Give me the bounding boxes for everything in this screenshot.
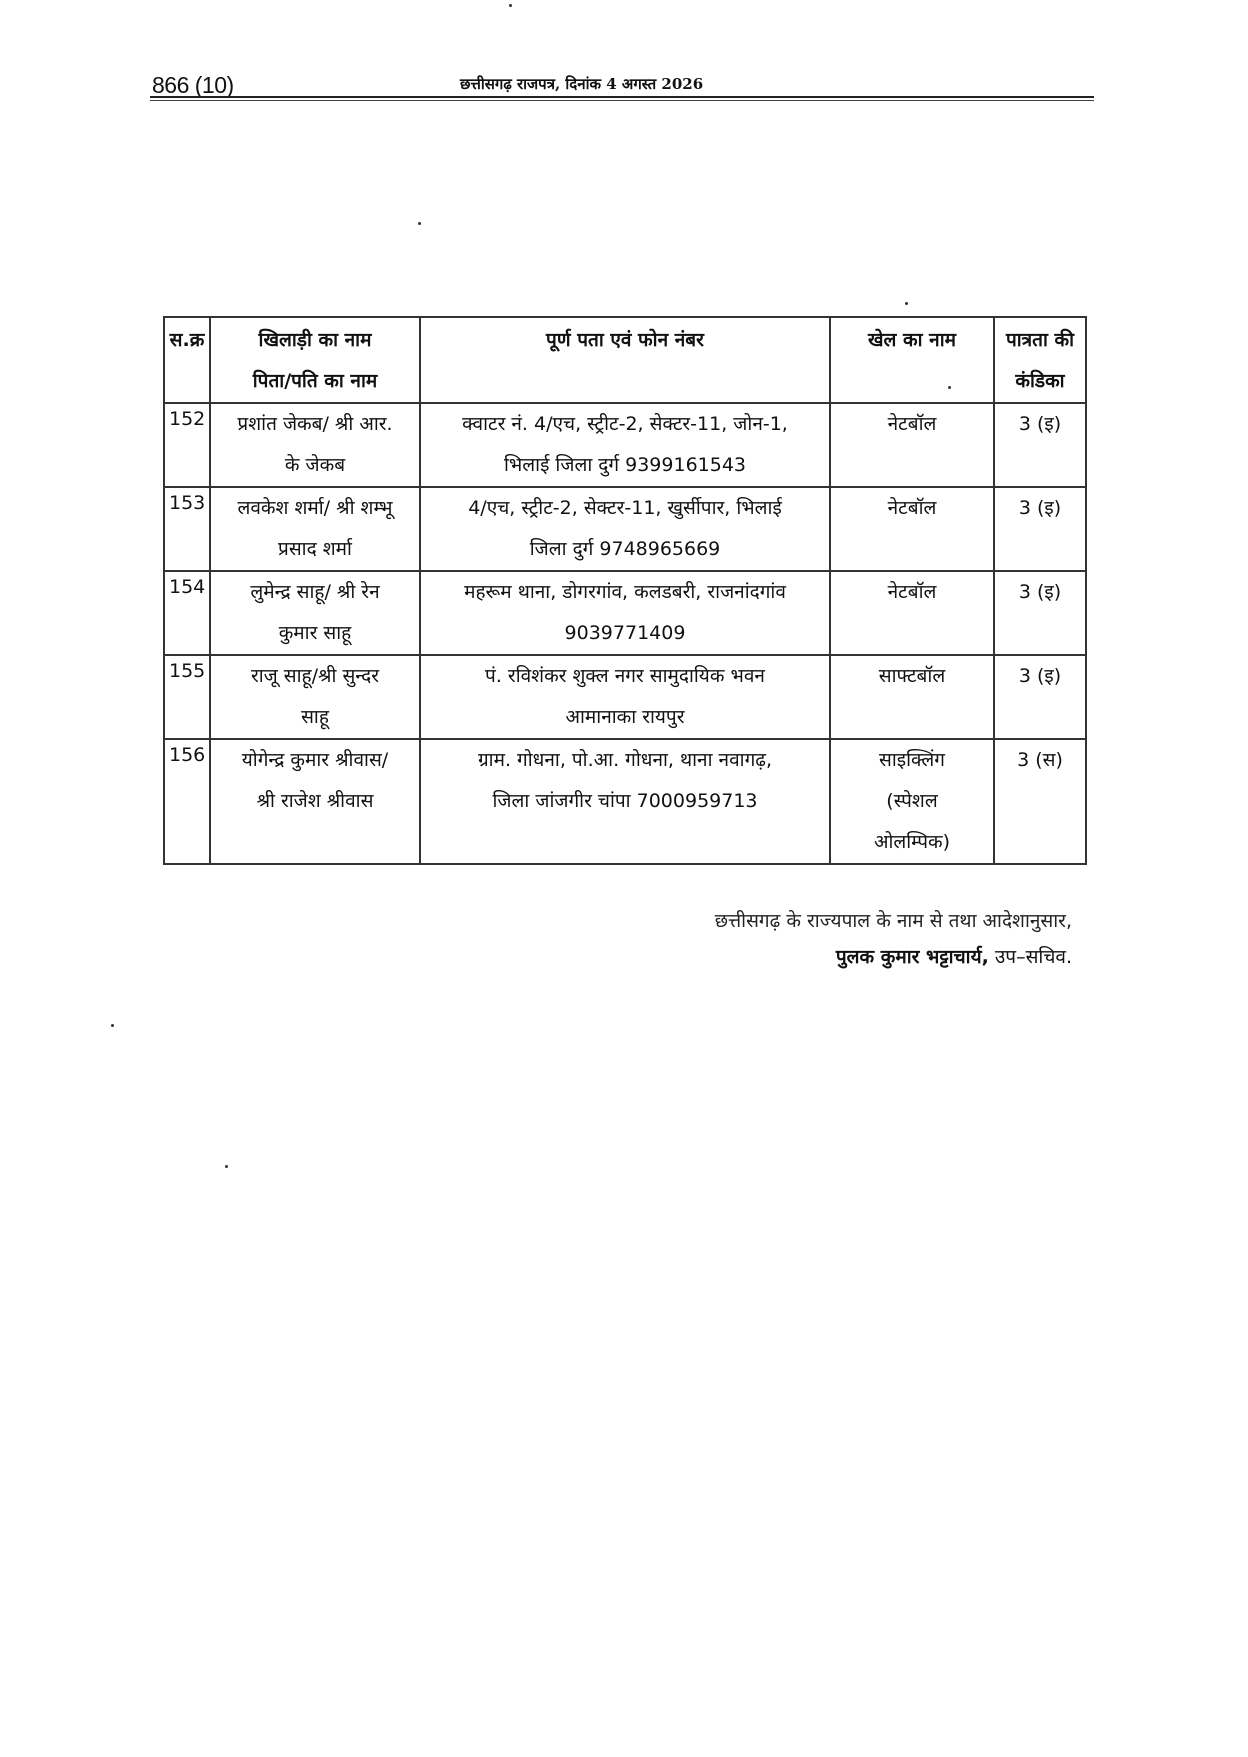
address-line: क्वाटर नं. 4/एच, स्ट्रीट-2, सेक्टर-11, जोन-1,: [462, 413, 788, 435]
page-number: 866 (10): [152, 72, 234, 98]
sport-line: नेटबॉल: [887, 413, 937, 435]
player-name-line: के जेकब: [284, 454, 346, 476]
address-line: 4/एच, स्ट्रीट-2, सेक्टर-11, खुर्सीपार, भिलाई: [468, 497, 782, 519]
players-table: [163, 316, 1087, 865]
column-header-line1: स.क्र: [169, 329, 205, 351]
header-rule-thin: [150, 100, 1094, 101]
player-name-line: श्री राजेश श्रीवास: [256, 790, 374, 812]
sport-line: (स्पेशल: [886, 790, 938, 812]
table-row: [164, 487, 1086, 571]
column-header-address: [420, 317, 830, 403]
eligibility-clause: 3 (इ): [994, 487, 1086, 571]
address-line: भिलाई जिला दुर्ग 9399161543: [503, 454, 747, 476]
address-cell: [420, 739, 830, 864]
sport-line: साफ्टबॉल: [878, 665, 946, 687]
column-header-player-name: [210, 317, 420, 403]
sport-line: नेटबॉल: [887, 497, 937, 519]
player-name-cell: [210, 571, 420, 655]
player-name-line: राजू साहू/श्री सुन्दर: [250, 665, 380, 687]
signatory-name: पुलक कुमार भट्टाचार्य,: [835, 946, 989, 968]
column-header-line1: पात्रता की: [1005, 329, 1075, 351]
authority-statement: छत्तीसगढ़ के राज्यपाल के नाम से तथा आदेशानुसार,: [714, 910, 1072, 932]
serial-number: 152: [164, 403, 210, 487]
column-header-sport: [830, 317, 994, 403]
serial-number: 155: [164, 655, 210, 739]
player-name-line: लुमेन्द्र साहू/ श्री रेन: [250, 581, 380, 603]
column-header-line1: पूर्ण पता एवं फोन नंबर: [546, 329, 704, 351]
address-line: 9039771409: [564, 622, 686, 644]
column-header-line2: पिता/पति का नाम: [252, 370, 378, 392]
address-line: जिला जांजगीर चांपा 7000959713: [492, 790, 758, 812]
column-header-eligibility-clause: [994, 317, 1086, 403]
scan-speck: [418, 222, 421, 225]
player-name-cell: [210, 739, 420, 864]
eligibility-clause: 3 (स): [994, 739, 1086, 864]
address-cell: [420, 487, 830, 571]
table-row: [164, 655, 1086, 739]
signatory-designation: उप–सचिव.: [994, 946, 1072, 968]
gazette-title: छत्तीसगढ़ राजपत्र, दिनांक 4 अगस्त 2026: [460, 75, 704, 93]
player-name-line: योगेन्द्र कुमार श्रीवास/: [241, 749, 389, 771]
scan-speck: [509, 4, 512, 7]
eligibility-clause: 3 (इ): [994, 403, 1086, 487]
eligibility-clause: 3 (इ): [994, 571, 1086, 655]
sport-line: साइक्लिंग: [879, 749, 945, 771]
serial-number: 153: [164, 487, 210, 571]
table-row: [164, 739, 1086, 864]
sport-line: नेटबॉल: [887, 581, 937, 603]
sport-line: ओलम्पिक): [873, 831, 951, 853]
serial-number: 156: [164, 739, 210, 864]
player-name-line: प्रशांत जेकब/ श्री आर.: [237, 413, 393, 435]
player-name-line: लवकेश शर्मा/ श्री शम्भू: [237, 497, 393, 519]
signature-block: [715, 903, 1072, 975]
table-row: [164, 403, 1086, 487]
address-cell: [420, 655, 830, 739]
address-line: महरूम थाना, डोगरगांव, कलडबरी, राजनांदगांव: [464, 581, 786, 603]
scan-speck: [111, 1024, 114, 1027]
sport-cell: [830, 739, 994, 864]
column-header-sno: [164, 317, 210, 403]
address-cell: [420, 571, 830, 655]
scan-speck: [948, 386, 951, 389]
player-name-cell: [210, 403, 420, 487]
sport-cell: [830, 655, 994, 739]
player-name-line: प्रसाद शर्मा: [278, 538, 352, 560]
address-line: ग्राम. गोधना, पो.आ. गोधना, थाना नवागढ़,: [477, 749, 773, 771]
column-header-line1: खेल का नाम: [868, 329, 956, 351]
address-line: पं. रविशंकर शुक्ल नगर सामुदायिक भवन: [485, 665, 765, 687]
column-header-line2: कंडिका: [1015, 370, 1065, 392]
signatory-line: [715, 939, 1072, 975]
sport-cell: [830, 403, 994, 487]
eligibility-clause: 3 (इ): [994, 655, 1086, 739]
address-line: आमानाका रायपुर: [565, 706, 685, 728]
table-header-row: [164, 317, 1086, 403]
serial-number: 154: [164, 571, 210, 655]
scan-speck: [905, 302, 908, 305]
column-header-line1: खिलाड़ी का नाम: [258, 329, 372, 351]
player-name-cell: [210, 487, 420, 571]
player-name-line: साहू: [301, 706, 329, 728]
table-row: [164, 571, 1086, 655]
sport-cell: [830, 487, 994, 571]
sport-cell: [830, 571, 994, 655]
player-name-cell: [210, 655, 420, 739]
player-name-line: कुमार साहू: [278, 622, 352, 644]
address-line: जिला दुर्ग 9748965669: [529, 538, 721, 560]
scan-speck: [225, 1165, 228, 1168]
header-rule-thick: [150, 96, 1094, 98]
address-cell: [420, 403, 830, 487]
